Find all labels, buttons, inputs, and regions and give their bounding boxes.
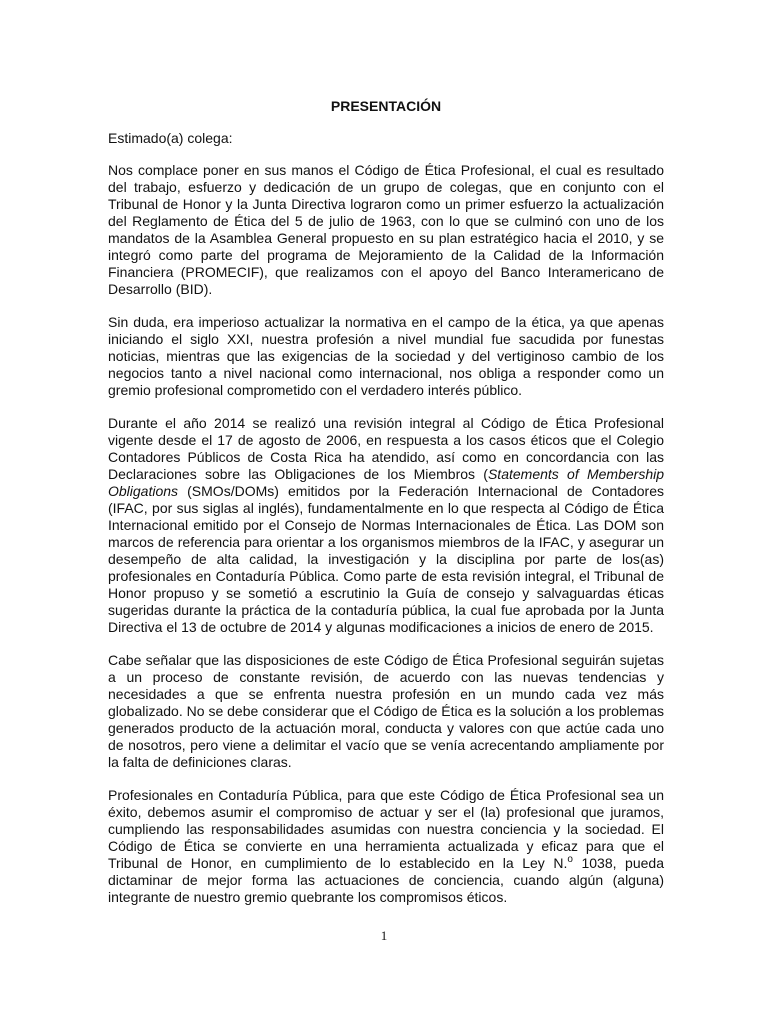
paragraph-3-text-a: Durante el año 2014 se realizó una revisión integral al Código de Ética Profesional vigente desde el 17 de agosto de 2006, en respuesta a los casos éticos que el Colegio Contadores Públicos de Costa Rica ha atendido, así como en concordancia con las Declaraciones sobre las Obligaciones de los Miembros ( — [108, 415, 664, 482]
page-number: 1 — [380, 928, 388, 943]
paragraph-5-superscript: o — [567, 854, 573, 865]
paragraph-3-text-b: (SMOs/DOMs) emitidos por la Federación Internacional de Contadores (IFAC, por sus siglas al inglés), fundamentalmente en lo que respecta al Código de Ética Internacional emitido por el Consejo de Normas Internacionales de Ética. Las DOM son marcos de referencia para orientar a los organismos miembros de la IFAC, y asegurar un desempeño de alta calidad, la investigación y la disciplina por parte de los(as) profesionales en Contaduría Pública. Como parte de esta revisión integral, el Tribunal de Honor propuso y se sometió a escrutinio la Guía de consejo y salvaguardas éticas sugeridas durante la práctica de la contaduría pública, la cual fue aprobada por la Junta Directiva el 13 de octubre de 2014 y algunas modificaciones a inicios de enero de 2015. — [108, 483, 664, 635]
paragraph-3 — [108, 415, 664, 636]
paragraph-3-italic: Statements of Membership Obligations — [108, 466, 665, 499]
paragraph-4: Cabe señalar que las disposiciones de este Código de Ética Profesional seguirán sujetas a un proceso de constante revisión, de acuerdo con las nuevas tendencias y necesidades a que se enfrenta nuestra profesión en un mundo cada vez más globalizado. No se debe considerar que el Código de Ética es la solución a los problemas generados producto de la actuación moral, conducta y valores con que actúe cada uno de nosotros, pero viene a delimitar el vacío que se venía acrecentando ampliamente por la falta de definiciones claras. — [108, 652, 664, 770]
document-body — [108, 98, 664, 922]
paragraph-5-text-b: 1038, pueda dictaminar de mejor forma las actuaciones de conciencia, cuando algún (alguna) integrante de nuestro gremio quebrante los compromisos éticos. — [108, 855, 664, 905]
paragraph-2: Sin duda, era imperioso actualizar la normativa en el campo de la ética, ya que apenas iniciando el siglo XXI, nuestra profesión a nivel mundial fue sacudida por funestas noticias, mientras que las exigencias de la sociedad y del vertiginoso cambio de los negocios tanto a nivel nacional como internacional, nos obliga a responder como un gremio profesional comprometido con el verdadero interés público. — [108, 314, 664, 398]
paragraph-5-text-a: Profesionales en Contaduría Pública, para que este Código de Ética Profesional sea un éxito, debemos asumir el compromiso de actuar y ser el (la) profesional que juramos, cumpliendo las responsabilidades asumidas con nuestra conciencia y la sociedad. El Código de Ética se convierte en una herramienta actualizada y eficaz para que el Tribunal de Honor, en cumplimiento de lo establecido en la Ley N. — [108, 787, 664, 871]
paragraph-1: Nos complace poner en sus manos el Código de Ética Profesional, el cual es resultado del trabajo, esfuerzo y dedicación de un grupo de colegas, que en conjunto con el Tribunal de Honor y la Junta Directiva lograron como un primer esfuerzo la actualización del Reglamento de Ética del 5 de julio de 1963, con lo que se culminó con uno de los mandatos de la Asamblea General propuesto en su plan estratégico hacia el 2010, y se integró como parte del programa de Mejoramiento de la Calidad de la Información Financiera (PROMECIF), que realizamos con el apoyo del Banco Interamericano de Desarrollo (BID). — [108, 162, 664, 297]
paragraph-5 — [108, 787, 664, 906]
document-title: PRESENTACIÓN — [330, 98, 442, 114]
greeting: Estimado(a) colega: — [108, 130, 233, 146]
